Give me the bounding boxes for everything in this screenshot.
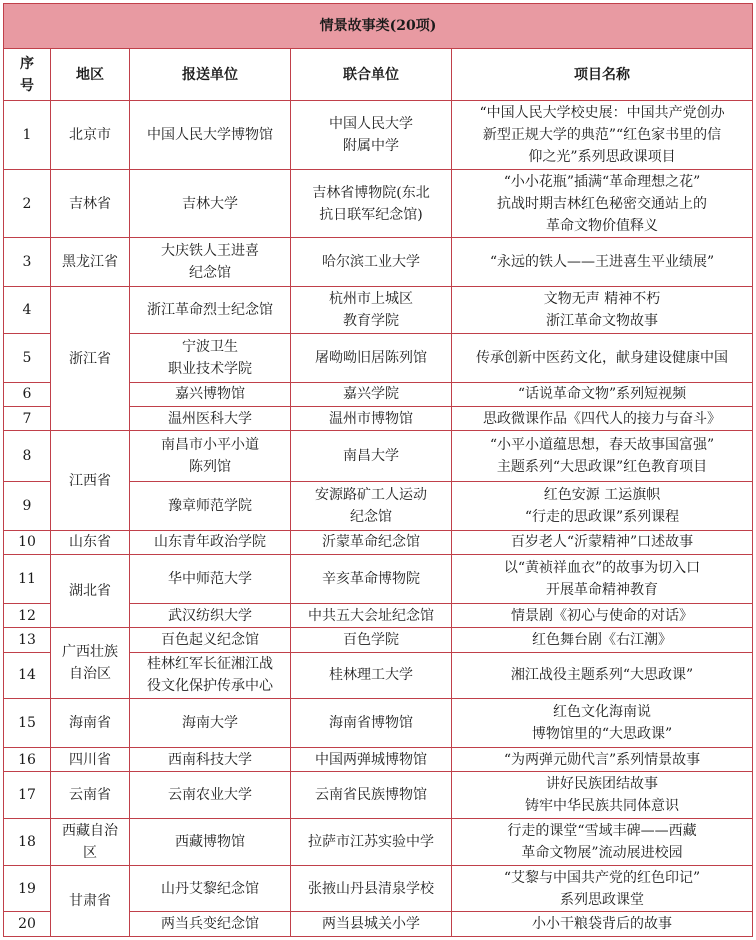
cell-unit-line: 桂林红军长征湘江战 xyxy=(147,656,273,673)
cell-unit-line: 山东青年政治学院 xyxy=(154,534,266,551)
cell-region: 甘肃省 xyxy=(51,865,130,936)
cell-unit xyxy=(130,912,291,937)
cell-unit xyxy=(130,431,291,482)
cell-no: 11 xyxy=(4,555,51,604)
cell-project xyxy=(452,406,753,430)
cell-unit-line: 豫章师范学院 xyxy=(168,497,252,514)
cell-partner-line: 辛亥革命博物院 xyxy=(322,571,420,588)
cell-unit xyxy=(130,530,291,554)
cell-project-line: 铸牢中华民族共同体意识 xyxy=(525,798,680,815)
cell-partner-line: 百色学院 xyxy=(343,631,399,648)
cell-no: 17 xyxy=(4,772,51,819)
cell-region-line: 自治区 xyxy=(69,666,111,683)
cell-partner-line: 温州市博物馆 xyxy=(329,410,413,427)
cell-partner xyxy=(291,287,452,334)
cell-partner-line: 附属中学 xyxy=(343,138,399,155)
cell-project-line: 行走的课堂“雪域丰碑——西藏 xyxy=(507,822,697,839)
cell-partner xyxy=(291,238,452,287)
cell-region: 浙江省 xyxy=(51,287,130,431)
cell-partner xyxy=(291,101,452,170)
table-row xyxy=(4,431,753,482)
table-row xyxy=(4,101,753,170)
cell-project-line: 情景剧《初心与使命的对话》 xyxy=(511,607,694,624)
cell-project-line: 浙江革命文物故事 xyxy=(546,313,659,330)
cell-no: 19 xyxy=(4,865,51,912)
table-row xyxy=(4,772,753,819)
cell-unit-line: 百色起义纪念馆 xyxy=(161,631,259,648)
cell-unit xyxy=(130,819,291,866)
cell-project-line: 主题系列“大思政课”红色教育项目 xyxy=(496,459,708,476)
cell-partner xyxy=(291,382,452,406)
table-row xyxy=(4,628,753,652)
cell-region xyxy=(51,819,130,866)
cell-project xyxy=(452,865,753,912)
cell-partner xyxy=(291,555,452,604)
cell-project-line: “行走的思政课”系列课程 xyxy=(524,508,680,525)
cell-project xyxy=(452,530,753,554)
cell-partner-line: 安源路矿工人运动 xyxy=(315,486,427,503)
table-row xyxy=(4,170,753,238)
cell-project-line: 文物无声 精神不朽 xyxy=(543,291,661,308)
header-region: 地区 xyxy=(51,48,130,101)
cell-partner xyxy=(291,530,452,554)
cell-unit-line: 南昌市小平小道 xyxy=(161,437,259,454)
cell-partner xyxy=(291,865,452,912)
cell-partner xyxy=(291,431,452,482)
cell-partner-line: 抗日联军纪念馆) xyxy=(319,206,423,223)
header-unit: 报送单位 xyxy=(130,48,291,101)
cell-project-line: 新型正规大学的典范”“红色家书里的信 xyxy=(482,127,722,144)
cell-unit-line: 浙江革命烈士纪念馆 xyxy=(147,302,273,319)
cell-partner xyxy=(291,912,452,937)
cell-unit-line: 西藏博物馆 xyxy=(175,833,245,850)
cell-project xyxy=(452,382,753,406)
header-no-line: 序 xyxy=(20,55,34,72)
header-no-line: 号 xyxy=(20,77,34,94)
cell-region: 北京市 xyxy=(51,101,130,170)
cell-unit xyxy=(130,333,291,382)
cell-project xyxy=(452,555,753,604)
cell-project-line: 湘江战役主题系列“大思政课” xyxy=(510,667,694,684)
cell-project-line: “话说革命文物”系列短视频 xyxy=(517,386,687,403)
cell-unit-line: 职业技术学院 xyxy=(168,360,252,377)
cell-project-line: 开展革命精神教育 xyxy=(546,582,659,599)
table-row xyxy=(4,555,753,604)
cell-region: 黑龙江省 xyxy=(51,238,130,287)
cell-project-line: 百岁老人“沂蒙精神”口述故事 xyxy=(510,534,694,551)
cell-partner-line: 海南省博物馆 xyxy=(329,715,413,732)
cell-project-line: 抗战时期吉林红色秘密交通站上的 xyxy=(497,195,708,212)
cell-unit xyxy=(130,865,291,912)
cell-partner-line: 张掖山丹县清泉学校 xyxy=(308,880,434,897)
cell-unit xyxy=(130,555,291,604)
cell-unit xyxy=(130,482,291,531)
cell-partner-line: 屠呦呦旧居陈列馆 xyxy=(315,349,427,366)
cell-partner-line: 教育学院 xyxy=(343,313,399,330)
cell-no: 14 xyxy=(4,652,51,699)
cell-unit-line: 两当兵变纪念馆 xyxy=(161,916,259,933)
header-row xyxy=(4,48,753,101)
cell-partner-line: 吉林省博物院(东北 xyxy=(312,184,430,201)
cell-project-line: 红色文化海南说 xyxy=(553,704,652,721)
cell-no: 3 xyxy=(4,238,51,287)
cell-project xyxy=(452,603,753,627)
cell-no: 2 xyxy=(4,170,51,238)
cell-partner-line: 沂蒙革命纪念馆 xyxy=(322,534,420,551)
cell-project xyxy=(452,628,753,652)
cell-region: 湖北省 xyxy=(51,555,130,628)
table-row xyxy=(4,287,753,334)
cell-region: 山东省 xyxy=(51,530,130,554)
cell-region-line: 区 xyxy=(83,844,97,861)
cell-no: 4 xyxy=(4,287,51,334)
cell-project xyxy=(452,238,753,287)
cell-no: 1 xyxy=(4,101,51,170)
cell-region xyxy=(51,628,130,699)
cell-unit xyxy=(130,628,291,652)
cell-no: 15 xyxy=(4,699,51,748)
cell-region-line: 西藏自治 xyxy=(62,822,118,839)
cell-project-line: 革命文物展”流动展进校园 xyxy=(521,844,683,861)
cell-project-line: 传承创新中医药文化，献身建设健康中国 xyxy=(476,349,729,366)
cell-project-line: 小小干粮袋背后的故事 xyxy=(532,916,673,933)
cell-project xyxy=(452,101,753,170)
cell-unit-line: 华中师范大学 xyxy=(168,571,252,588)
cell-unit-line: 嘉兴博物馆 xyxy=(175,386,245,403)
cell-region: 云南省 xyxy=(51,772,130,819)
cell-partner xyxy=(291,772,452,819)
cell-unit-line: 吉林大学 xyxy=(182,195,238,212)
cell-no: 7 xyxy=(4,406,51,430)
cell-project xyxy=(452,772,753,819)
table-row xyxy=(4,699,753,748)
cell-unit xyxy=(130,603,291,627)
cell-unit-line: 纪念馆 xyxy=(189,265,231,282)
cell-partner xyxy=(291,748,452,772)
cell-project-line: “小小花瓶”插满“革命理想之花” xyxy=(503,173,701,190)
cell-partner-line: 纪念馆 xyxy=(350,508,392,525)
cell-unit-line: 役文化保护传承中心 xyxy=(147,678,273,695)
cell-no: 16 xyxy=(4,748,51,772)
cell-unit-line: 海南大学 xyxy=(182,715,238,732)
cell-project-line: 讲好民族团结故事 xyxy=(546,776,659,793)
cell-partner xyxy=(291,628,452,652)
cell-project xyxy=(452,819,753,866)
cell-project xyxy=(452,333,753,382)
cell-no: 6 xyxy=(4,382,51,406)
cell-no: 10 xyxy=(4,530,51,554)
cell-project xyxy=(452,652,753,699)
table-row xyxy=(4,530,753,554)
cell-unit xyxy=(130,406,291,430)
cell-unit xyxy=(130,748,291,772)
table-row xyxy=(4,238,753,287)
cell-project-line: “小平小道蕴思想，春天故事国富强” xyxy=(489,437,715,454)
cell-project xyxy=(452,748,753,772)
header-partner: 联合单位 xyxy=(291,48,452,101)
header-project: 项目名称 xyxy=(452,48,753,101)
cell-no: 20 xyxy=(4,912,51,937)
cell-project xyxy=(452,287,753,334)
cell-project-line: “中国人民大学校史展：中国共产党创办 xyxy=(479,105,725,122)
project-table xyxy=(3,3,753,937)
cell-no: 5 xyxy=(4,333,51,382)
cell-unit xyxy=(130,101,291,170)
cell-project-line: 革命文物价值释义 xyxy=(546,217,659,234)
table-row xyxy=(4,748,753,772)
cell-unit xyxy=(130,699,291,748)
cell-no: 13 xyxy=(4,628,51,652)
cell-unit-line: 云南农业大学 xyxy=(168,787,252,804)
table-title: 情景故事类(20项) xyxy=(4,4,753,49)
cell-partner-line: 中国两弹城博物馆 xyxy=(315,751,427,768)
cell-partner xyxy=(291,333,452,382)
cell-partner xyxy=(291,652,452,699)
cell-region: 四川省 xyxy=(51,748,130,772)
cell-unit-line: 宁波卫生 xyxy=(182,338,238,355)
cell-partner-line: 嘉兴学院 xyxy=(343,386,399,403)
cell-project xyxy=(452,482,753,531)
cell-partner xyxy=(291,482,452,531)
cell-region-line: 广西壮族 xyxy=(62,644,118,661)
cell-project-line: 系列思政课堂 xyxy=(560,891,645,908)
cell-project xyxy=(452,431,753,482)
cell-partner-line: 拉萨市江苏实验中学 xyxy=(308,833,434,850)
cell-unit-line: 武汉纺织大学 xyxy=(168,607,252,624)
cell-project-line: 博物馆里的“大思政课” xyxy=(531,726,673,743)
cell-partner-line: 哈尔滨工业大学 xyxy=(322,254,420,271)
cell-partner-line: 中国人民大学 xyxy=(329,116,413,133)
cell-project-line: “永远的铁人——王进喜生平业绩展” xyxy=(489,254,715,271)
cell-region: 海南省 xyxy=(51,699,130,748)
cell-no: 8 xyxy=(4,431,51,482)
cell-partner xyxy=(291,699,452,748)
cell-project-line: 以“黄祯祥血衣”的故事为切入口 xyxy=(503,560,701,577)
cell-partner-line: 中共五大会址纪念馆 xyxy=(308,607,434,624)
cell-project-line: 红色舞台剧《右江潮》 xyxy=(532,631,673,648)
cell-unit-line: 西南科技大学 xyxy=(168,751,252,768)
cell-project xyxy=(452,912,753,937)
cell-partner xyxy=(291,603,452,627)
cell-region: 江西省 xyxy=(51,431,130,530)
cell-no: 9 xyxy=(4,482,51,531)
cell-unit-line: 大庆铁人王进喜 xyxy=(161,243,259,260)
cell-unit-line: 山丹艾黎纪念馆 xyxy=(161,880,259,897)
cell-region: 吉林省 xyxy=(51,170,130,238)
cell-project-line: 思政微课作品《四代人的接力与奋斗》 xyxy=(483,410,722,427)
table-row xyxy=(4,865,753,912)
cell-unit xyxy=(130,772,291,819)
cell-partner xyxy=(291,819,452,866)
cell-project xyxy=(452,699,753,748)
cell-unit xyxy=(130,287,291,334)
cell-partner-line: 杭州市上城区 xyxy=(329,291,413,308)
cell-partner xyxy=(291,170,452,238)
cell-partner xyxy=(291,406,452,430)
table-row xyxy=(4,819,753,866)
cell-unit xyxy=(130,170,291,238)
cell-unit-line: 中国人民大学博物馆 xyxy=(147,127,273,144)
cell-partner-line: 南昌大学 xyxy=(343,448,399,465)
cell-partner-line: 两当县城关小学 xyxy=(322,916,420,933)
cell-no: 18 xyxy=(4,819,51,866)
cell-unit-line: 温州医科大学 xyxy=(168,410,252,427)
cell-partner-line: 桂林理工大学 xyxy=(329,667,413,684)
cell-project-line: 红色安源 工运旗帜 xyxy=(543,486,661,503)
cell-project-line: “艾黎与中国共产党的红色印记” xyxy=(503,869,701,886)
cell-unit xyxy=(130,652,291,699)
cell-unit-line: 陈列馆 xyxy=(189,459,231,476)
cell-partner-line: 云南省民族博物馆 xyxy=(315,787,427,804)
header-no xyxy=(4,48,51,101)
cell-project-line: 仰之光”系列思政课项目 xyxy=(528,149,676,166)
cell-project xyxy=(452,170,753,238)
cell-project-line: “为两弹元勋代言”系列情景故事 xyxy=(503,751,701,768)
cell-unit xyxy=(130,382,291,406)
cell-no: 12 xyxy=(4,603,51,627)
cell-unit xyxy=(130,238,291,287)
